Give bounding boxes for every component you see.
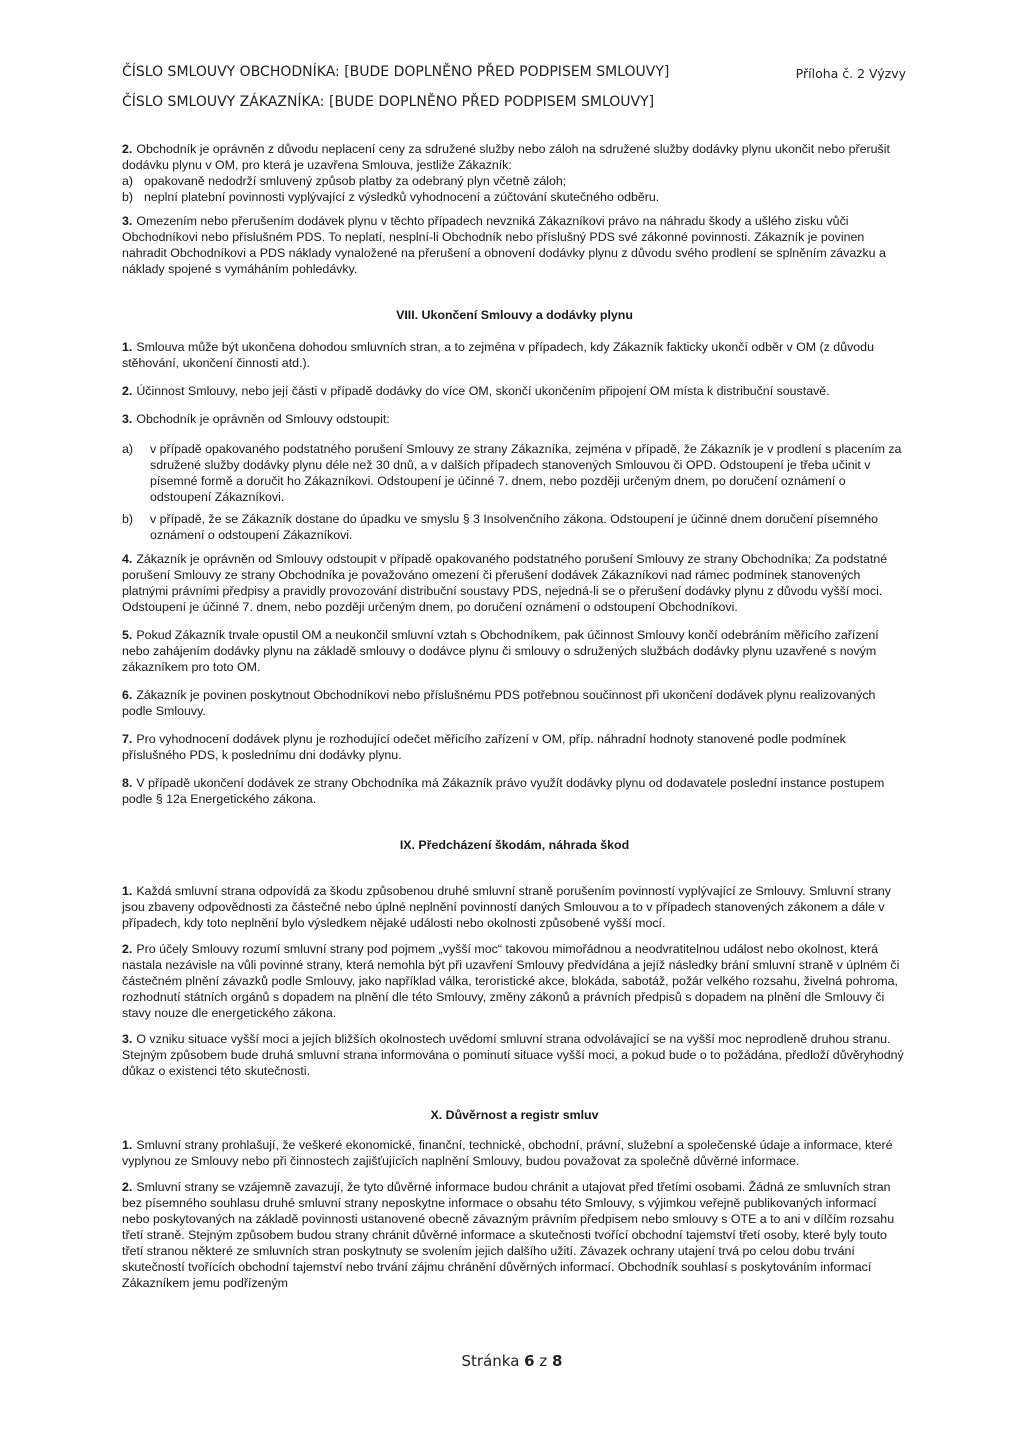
header-customer-contract-number: ČÍSLO SMLOUVY ZÁKAZNÍKA: [BUDE DOPLNĚNO PŘED PODPISEM SMLOUVY] bbox=[122, 94, 655, 110]
clause-8-6 bbox=[122, 687, 907, 719]
section-heading-8: VIII. Ukončení Smlouvy a dodávky plynu bbox=[396, 308, 633, 322]
clause-10-2 bbox=[122, 1179, 907, 1291]
footer-page-word: Stránka bbox=[461, 1352, 520, 1370]
clause-8-2 bbox=[122, 383, 907, 399]
clause-number: 5. bbox=[122, 628, 133, 642]
clause-8-3-b bbox=[122, 511, 907, 543]
clause-number: 3. bbox=[122, 412, 133, 426]
clause-9-3 bbox=[122, 1031, 907, 1079]
clause-text: Smluvní strany se vzájemně zavazují, že tyto důvěrné informace budou chránit a utajovat před třetími osobami. Žádná ze smluvních stran bez písemného souhlasu druhé smluvní strany neposkytne informace o obsahu této Smlouvy, s výjimkou veřejně publikovaných informací nebo poskytovaných na základě povinnosti ustanovené obecně závazným právním předpisem nebo smlouvy s OTE a to ani v dílčím rozsahu třetí straně. Stejným způsobem budou strany chránit důvěrné informace a skutečnosti tvořící obchodní tajemství třetí osoby, které byly touto třetí stranou některé ze smluvních stran poskytnuty se svolením jejich dalšího užití. Závazek ochrany utajení trvá po celou dobu trvání skutečností tvořících obchodní tajemství nebo trvání zájmu chránění důvěrných informací. Obchodník souhlasí s poskytováním informací Zákazníkem jemu podřízeným bbox=[122, 1180, 895, 1290]
clause-8-4 bbox=[122, 551, 907, 615]
clause-number: 2. bbox=[122, 142, 133, 156]
clause-text: Pro vyhodnocení dodávek plynu je rozhodující odečet měřicího zařízení v OM, příp. náhradní hodnoty stanovené podle podmínek příslušného PDS, k poslednímu dni dodávky plynu. bbox=[122, 732, 846, 762]
clause-number: 4. bbox=[122, 552, 133, 566]
section-heading-9: IX. Předcházení škodám, náhrada škod bbox=[399, 838, 630, 852]
clause-number: 3. bbox=[122, 214, 133, 228]
clause-text: Pro účely Smlouvy rozumí smluvní strany pod pojmem „vyšší moc“ takovou mimořádnou a neodvratitelnou událost nebo okolnost, která nastala nezávisle na vůli povinné strany, která nemohla být při uzavření Smlouvy předvídána a jejíž následky brání smluvní straně v úplném či částečném plnění závazků podle Smlouvy, jako například válka, teroristické akce, blokáda, sabotáž, požár velkého rozsahu, živelná pohroma, rozhodnutí státních orgánů s dopadem na plnění dle této Smlouvy, změny zákonů a právních předpisů s dopadem na plnění dle Smlouvy či stavy nouze dle energetického zákona. bbox=[122, 942, 900, 1020]
clause-text: V případě ukončení dodávek ze strany Obchodníka má Zákazník právo využít dodávky plynu od dodavatele poslední instance postupem podle § 12a Energetického zákona. bbox=[122, 776, 885, 806]
clause-text: Smluvní strany prohlašují, že veškeré ekonomické, finanční, technické, obchodní, právní, služební a společenské údaje a informace, které vyplynou ze Smlouvy nebo při činnostech zajišťujících naplnění Smlouvy, budou považovat za společně důvěrné informace. bbox=[122, 1138, 893, 1168]
clause-7-3 bbox=[122, 213, 907, 277]
clause-8-8 bbox=[122, 775, 907, 807]
clause-number: 2. bbox=[122, 942, 133, 956]
document-body bbox=[122, 141, 907, 1299]
clause-text: Omezením nebo přerušením dodávek plynu v těchto případech nevzniká Zákazníkovi právo na náhradu škody a ušlého zisku vůči Obchodníkovi nebo příslušném PDS. To neplatí, nesplní-li Obchodník nebo příslušný PDS své zákonné povinnosti. Zákazník je povinen nahradit Obchodníkovi a PDS náklady vynaložené na přerušení a obnovení dodávky plynu z důvodu svého prodlení se splněním závazku a náklady spojené s vymáháním pohledávky. bbox=[122, 214, 886, 276]
clause-text: Každá smluvní strana odpovídá za škodu způsobenou druhé smluvní straně porušením povinností vyplývající ze Smlouvy. Smluvní strany jsou zbaveny odpovědnosti za částečné nebo úplné neplnění povinností daných Smlouvou a to v případech stanovených zákonem a dále v případech, kdy toto neplnění bylo výsledkem nějaké události nebo okolnosti způsobené vyšší mocí. bbox=[122, 884, 891, 930]
clause-number: 1. bbox=[122, 340, 133, 354]
clause-text: Zákazník je povinen poskytnout Obchodníkovi nebo příslušnému PDS potřebnou součinnost při ukončení dodávek plynu realizovaných podle Smlouvy. bbox=[122, 688, 876, 718]
clause-number: 1. bbox=[122, 1138, 133, 1152]
clause-8-3 bbox=[122, 411, 907, 427]
clause-7-2 bbox=[122, 141, 907, 173]
clause-number: 3. bbox=[122, 1032, 133, 1046]
footer-page-number: 6 bbox=[524, 1352, 535, 1370]
clause-9-1 bbox=[122, 883, 907, 931]
footer-of-word: z bbox=[539, 1352, 548, 1370]
section-heading-10: X. Důvěrnost a registr smluv bbox=[430, 1108, 599, 1122]
clause-7-2-b bbox=[122, 189, 907, 205]
clause-9-2 bbox=[122, 941, 907, 1021]
header-supplier-contract-number: ČÍSLO SMLOUVY OBCHODNÍKA: [BUDE DOPLNĚNO PŘED PODPISEM SMLOUVY] bbox=[122, 64, 670, 80]
clause-10-1 bbox=[122, 1137, 907, 1169]
clause-number: 7. bbox=[122, 732, 133, 746]
clause-8-5 bbox=[122, 627, 907, 675]
clause-8-3-a bbox=[122, 441, 907, 505]
list-text: opakovaně nedodrží smluvený způsob platby za odebraný plyn včetně záloh; bbox=[144, 174, 567, 188]
annex-label: Příloha č. 2 Výzvy bbox=[795, 66, 906, 81]
clause-text: O vzniku situace vyšší moci a jejích bližších okolnostech uvědomí smluvní strana odvolávající se na vyšší moc neprodleně druhou stranu. Stejným způsobem bude druhá smluvní strana informována o pominutí situace vyšší moci, a pokud bude o to požádána, předloží důvěryhodný důkaz o existenci této skutečnosti. bbox=[122, 1032, 904, 1078]
clause-number: 1. bbox=[122, 884, 133, 898]
clause-text: Obchodník je oprávněn od Smlouvy odstoupit: bbox=[136, 412, 390, 426]
list-label: a) bbox=[122, 174, 134, 188]
clause-8-1 bbox=[122, 339, 907, 371]
clause-text: Pokud Zákazník trvale opustil OM a neukončil smluvní vztah s Obchodníkem, pak účinnost Smlouvy končí odebráním měřicího zařízení nebo zahájením dodávky plynu na základě smlouvy o dodávce plynu či smlouvy o sdružených službách dodávky plynu uzavřené s novým zákazníkem pro toto OM. bbox=[122, 628, 879, 674]
clause-text: Smlouva může být ukončena dohodou smluvních stran, a to zejména v případech, kdy Zákazník fakticky ukončí odběr v OM (z důvodu stěhování, ukončení činnosti atd.). bbox=[122, 340, 874, 370]
list-label: b) bbox=[122, 190, 134, 204]
clause-number: 6. bbox=[122, 688, 133, 702]
clause-number: 2. bbox=[122, 384, 133, 398]
list-text: v případě, že se Zákazník dostane do úpadku ve smyslu § 3 Insolvenčního zákona. Odstoupení je účinné dnem doručení písemného oznámení o odstoupení Zákazníkovi. bbox=[150, 512, 879, 542]
clause-number: 8. bbox=[122, 776, 133, 790]
list-text: v případě opakovaného podstatného porušení Smlouvy ze strany Zákazníka, zejména v případě, že Zákazník je v prodlení s placením za sdružené služby dodávky plynu déle než 30 dnů, a v dalších případech stanovených Smlouvou či OPD. Odstoupení je třeba učinit v písemné formě a doručit ho Zákazníkovi. Odstoupení je účinné 7. dnem, nebo později určeným dnem, po doručení oznámení o odstoupení Zákazníkovi. bbox=[150, 442, 902, 504]
clause-8-7 bbox=[122, 731, 907, 763]
list-label: b) bbox=[122, 512, 134, 526]
clause-text: Obchodník je oprávněn z důvodu neplacení ceny za sdružené služby nebo záloh na sdružené služby dodávky plynu ukončit nebo přerušit dodávku plynu v OM, pro která je uzavřena Smlouva, jestliže Zákazník: bbox=[122, 142, 890, 172]
clause-number: 2. bbox=[122, 1180, 133, 1194]
list-label: a) bbox=[122, 442, 134, 456]
clause-text: Účinnost Smlouvy, nebo její části v případě dodávky do více OM, skončí ukončením připojení OM místa k distribuční soustavě. bbox=[136, 384, 830, 398]
list-text: neplní platební povinnosti vyplývající z výsledků vyhodnocení a zúčtování skutečného odběru. bbox=[144, 190, 660, 204]
page-footer bbox=[0, 1352, 1024, 1370]
clause-7-2-a bbox=[122, 173, 907, 189]
footer-total-pages: 8 bbox=[552, 1352, 563, 1370]
clause-text: Zákazník je oprávněn od Smlouvy odstoupit v případě opakovaného podstatného porušení Smlouvy ze strany Obchodníka; Za podstatné porušení Smlouvy ze strany Obchodníka je považováno omezení či přerušení dodávek Zákazníkovi nad rámec podmínek stanovených platnými právními předpisy a pravidly provozování distribuční soustavy PDS, nejedná-li se o přerušení dodávky plynu z důvodu vyšší moci. Odstoupení je účinné 7. dnem, nebo později určeným dnem, po doručení oznámení o odstoupení Obchodníkovi. bbox=[122, 552, 888, 614]
